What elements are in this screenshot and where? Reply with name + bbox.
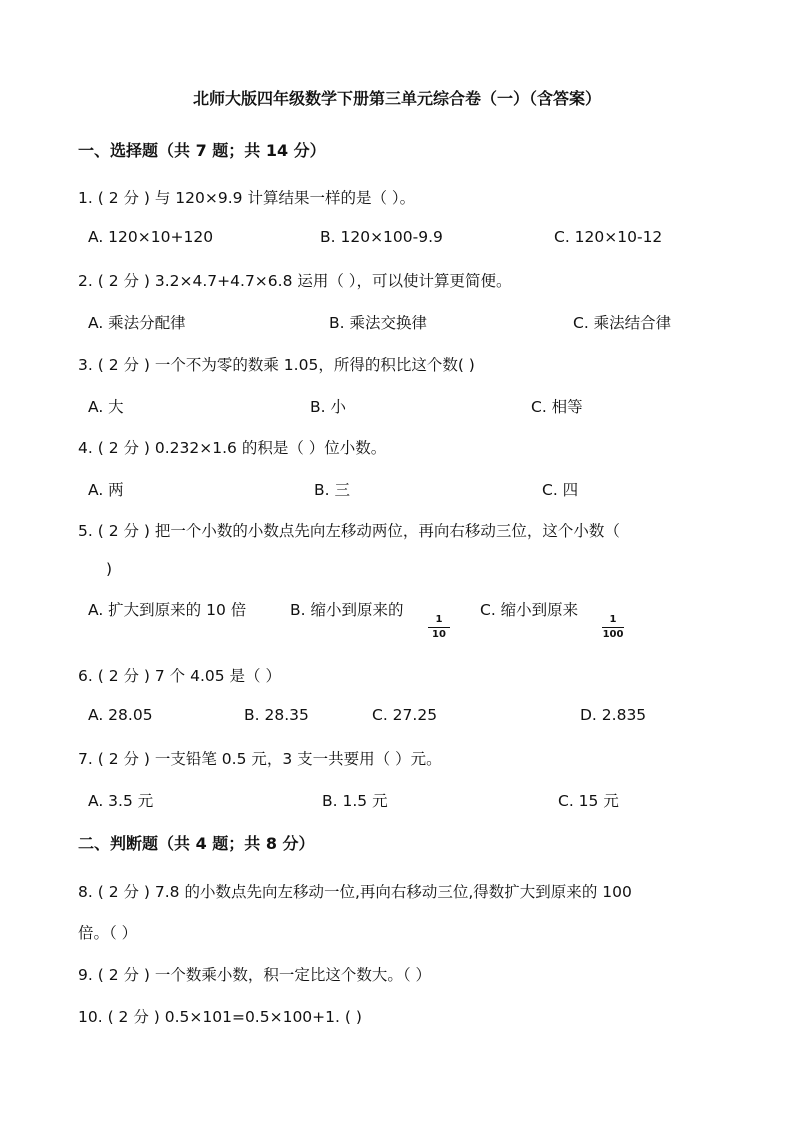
option-c[interactable]: C. 15 元 (558, 792, 619, 810)
option-a[interactable]: A. 大 (88, 398, 124, 416)
option-b[interactable]: B. 小 (310, 398, 346, 416)
question-5-continuation: ) (106, 560, 113, 578)
fraction-one-tenth (424, 614, 454, 641)
option-b[interactable]: B. 120×100-9.9 (320, 228, 443, 246)
option-a[interactable]: A. 120×10+120 (88, 228, 214, 246)
fraction-one-hundredth (598, 614, 628, 641)
section-heading-choice: 一、选择题（共 7 题；共 14 分） (78, 141, 326, 160)
option-b[interactable]: B. 乘法交换律 (329, 314, 427, 332)
fraction-denominator: 100 (602, 629, 624, 640)
option-c[interactable]: C. 120×10-12 (554, 228, 663, 246)
option-b[interactable]: B. 28.35 (244, 706, 309, 724)
option-d[interactable]: D. 2.835 (580, 706, 647, 724)
option-a[interactable]: A. 3.5 元 (88, 792, 154, 810)
option-b[interactable]: B. 缩小到原来的 (290, 601, 404, 619)
option-c[interactable]: C. 相等 (531, 398, 583, 416)
option-c[interactable]: C. 四 (542, 481, 579, 499)
question-9: 9. ( 2 分 ) 一个数乘小数，积一定比这个数大。（ ） (78, 966, 432, 984)
option-b[interactable]: B. 1.5 元 (322, 792, 388, 810)
question-2: 2. ( 2 分 ) 3.2×4.7+4.7×6.8 运用（ ），可以使计算更简便。 (78, 272, 512, 290)
option-a[interactable]: A. 两 (88, 481, 124, 499)
question-4: 4. ( 2 分 ) 0.232×1.6 的积是（ ）位小数。 (78, 439, 387, 457)
option-c[interactable]: C. 27.25 (372, 706, 438, 724)
option-a[interactable]: A. 乘法分配律 (88, 314, 186, 332)
question-1: 1. ( 2 分 ) 与 120×9.9 计算结果一样的是（ ）。 (78, 189, 416, 207)
fraction-denominator: 10 (432, 629, 446, 640)
question-3: 3. ( 2 分 ) 一个不为零的数乘 1.05，所得的积比这个数( ) (78, 356, 475, 374)
question-6: 6. ( 2 分 ) 7 个 4.05 是（ ） (78, 667, 281, 685)
question-8-continuation: 倍。（ ） (78, 924, 138, 942)
question-5: 5. ( 2 分 ) 把一个小数的小数点先向左移动两位，再向右移动三位，这个小数（ (78, 522, 620, 540)
question-8: 8. ( 2 分 ) 7.8 的小数点先向左移动一位,再向右移动三位,得数扩大到原来的 100 (78, 883, 632, 901)
option-a[interactable]: A. 扩大到原来的 10 倍 (88, 601, 247, 619)
option-b[interactable]: B. 三 (314, 481, 350, 499)
question-7: 7. ( 2 分 ) 一支铅笔 0.5 元，3 支一共要用（ ）元。 (78, 750, 442, 768)
page-title: 北师大版四年级数学下册第三单元综合卷（一）（含答案） (192, 89, 601, 108)
fraction-numerator: 1 (609, 614, 617, 625)
question-10: 10. ( 2 分 ) 0.5×101=0.5×100+1. ( ) (78, 1008, 362, 1026)
option-c[interactable]: C. 乘法结合律 (573, 314, 672, 332)
option-c[interactable]: C. 缩小到原来 (480, 601, 579, 619)
section-heading-judgment: 二、判断题（共 4 题；共 8 分） (78, 834, 315, 853)
option-a[interactable]: A. 28.05 (88, 706, 153, 724)
fraction-numerator: 1 (435, 614, 443, 625)
